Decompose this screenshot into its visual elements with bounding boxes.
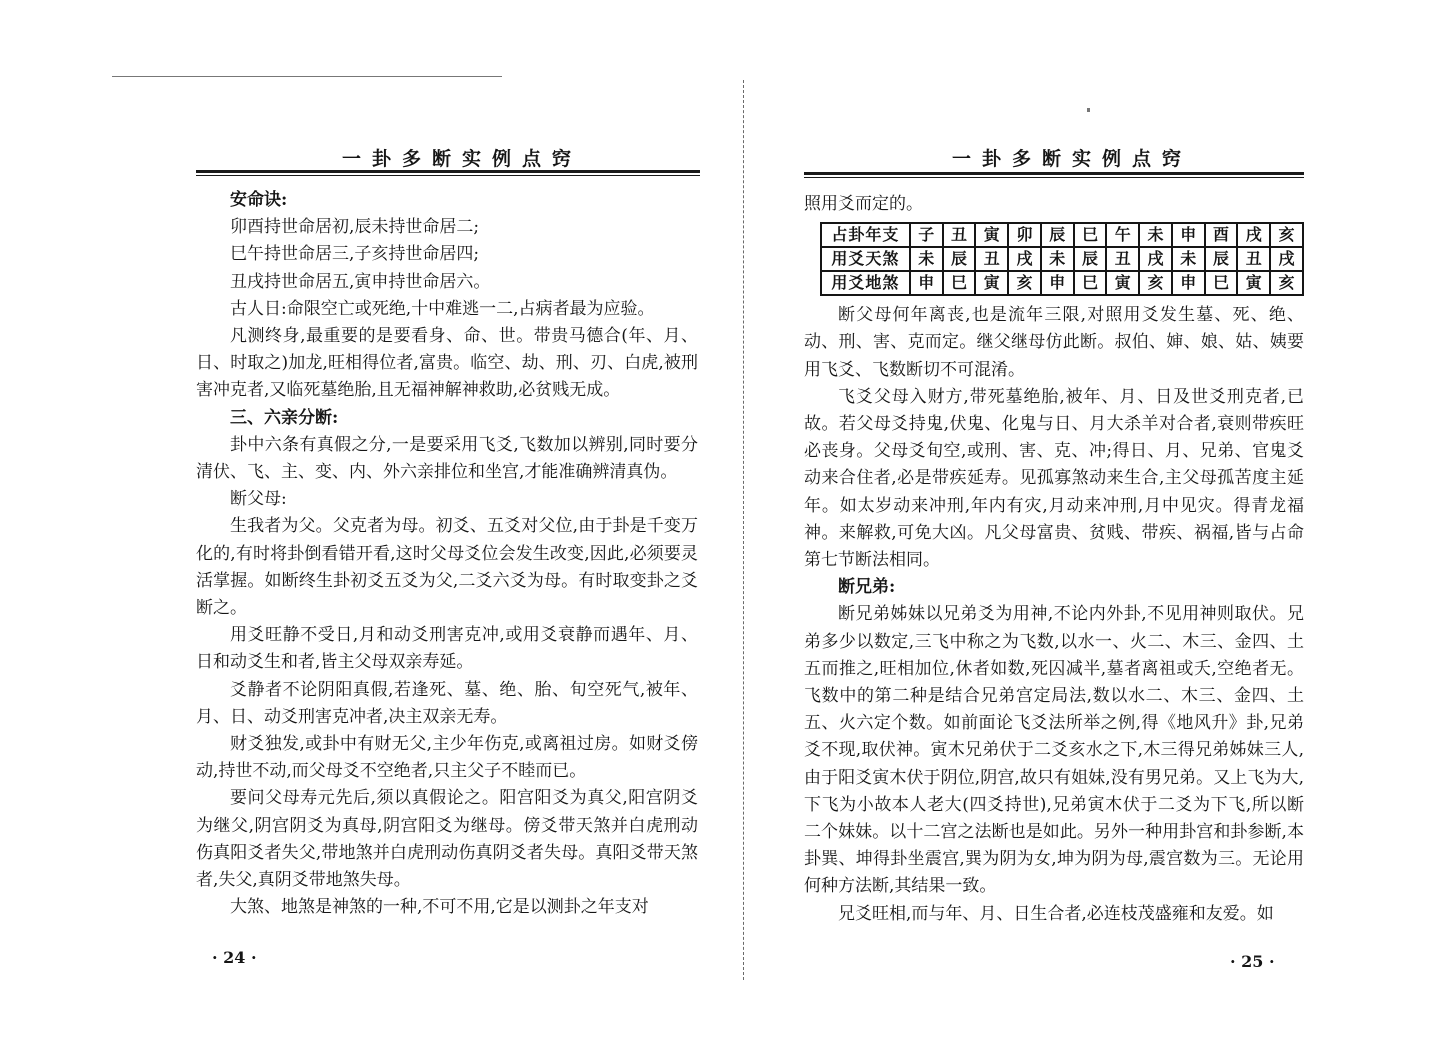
section-heading: 安命诀:: [230, 190, 288, 210]
paragraph: 大煞、地煞是神煞的一种,不可不用,它是以测卦之年支对: [230, 897, 649, 918]
section-heading: 三、六亲分断:: [230, 407, 339, 428]
verse-line: 巳午持世命居三,子亥持世命居四;: [230, 244, 480, 265]
table-cell: 酉: [1205, 223, 1238, 247]
paragraph: 卦中六条有真假之分,一是要采用飞爻,飞数加以辨别,同时要分清伏、飞、主、变、内、外六亲排位和坐宫,才能准确辨清真伪。: [196, 434, 698, 483]
running-head-left: 一卦多断实例点窍: [342, 148, 583, 170]
table-cell: 丑: [975, 247, 1008, 271]
paragraph: 爻静者不论阴阳真假,若逢死、墓、绝、胎、旬空死气,被年、月、日、动爻刑害克冲者,决主双亲无寿。: [196, 679, 698, 727]
paragraph: 断兄弟姊妹以兄弟爻为用神,不论内外卦,不见用神则取伏。兄弟多少以数定,三飞中称之为飞数,以水一、火二、木三、金四、土五而推之,旺相加位,休者如数,死囚减半,墓者离祖或夭,空绝者无。飞数中的第二种是结合兄弟宫定局法,数以水二、木三、金四、土五、火六定个数。如前面论飞爻法所举之例,得《地风升》卦,兄弟爻不现,取伏神。寅木兄弟伏于二爻亥水之下,木三得兄弟姊妹三人,由于阳爻寅木伏于阴位,阴宫,故只有姐妹,没有男兄弟。又上飞为大,下飞为小故本人老大(四爻持世),兄弟寅木伏于二爻为下飞,所以断二个妹妹。以十二宫之法断也是如此。另外一种用卦宫和卦参断,本卦巽、坤得卦坐震宫,巽为阴为女,坤为阴为母,震宫数为三。无论用何种方法断,其结果一致。: [804, 604, 1304, 897]
paragraph: 兄爻旺相,而与年、月、日生合者,必连枝茂盛雍和友爱。如: [838, 903, 1274, 924]
verse-line: 丑戌持世命居五,寅申持世命居六。: [230, 271, 491, 292]
scan-artifact-dot: [1087, 108, 1090, 112]
section-heading: 断兄弟:: [838, 577, 896, 598]
table-cell: 子: [910, 223, 943, 247]
row-label: 用爻天煞: [821, 247, 910, 271]
table-cell: 戌: [1139, 247, 1172, 271]
right-paragraphs: [804, 302, 1304, 928]
table-row: [821, 247, 1303, 271]
paragraph: 用爻旺静不受日,月和动爻刑害克冲,或用爻衰静而遇年、月、日和动爻生和者,皆主父母双亲寿延。: [196, 625, 698, 673]
page-number-right: · 25 ·: [1230, 952, 1275, 971]
right-page: [746, 0, 1450, 1038]
table-cell: 亥: [1008, 271, 1041, 295]
table-cell: 辰: [1041, 223, 1074, 247]
row-label: 占卦年支: [821, 223, 910, 247]
paragraph: 要问父母寿元先后,须以真假论之。阳宫阳爻为真父,阳宫阴爻为继父,阴宫阴爻为真母,阴宫阳爻为继母。傍爻带天煞并白虎刑动伤真阳爻者失父,带地煞并白虎刑动伤真阴爻者失母。真阳爻带天煞者,失父,真阴爻带地煞失母。: [196, 788, 698, 891]
scan-artifact-line: [112, 76, 502, 77]
right-body-text: [804, 191, 1304, 928]
table-cell: 亥: [1270, 271, 1303, 295]
table-cell: 丑: [943, 223, 976, 247]
table-cell: 戌: [1008, 247, 1041, 271]
paragraph: 凡测终身,最重要的是要看身、命、世。带贵马德合(年、月、日、时取之)加龙,旺相得位者,富贵。临空、劫、刑、刃、白虎,被刑害冲克者,又临死墓绝胎,且无福神解神救助,必贫贱无成。: [196, 326, 698, 401]
table-cell: 巳: [1074, 271, 1107, 295]
table-row: [821, 271, 1303, 295]
running-head-right: 一卦多断实例点窍: [952, 148, 1193, 170]
paragraph: 生我者为父。父克者为母。初爻、五爻对父位,由于卦是千变万化的,有时将卦倒看错开看,这时父母爻位会发生改变,因此,必须要灵活掌握。如断终生卦初爻五爻为父,二爻六爻为母。有时取变卦之爻断之。: [196, 516, 698, 619]
table-row: [821, 223, 1303, 247]
table-cell: 寅: [975, 223, 1008, 247]
paragraph: 断父母:: [230, 489, 287, 510]
header-rule-right: [804, 172, 1304, 175]
table-cell: 丑: [1106, 247, 1139, 271]
table-cell: 亥: [1139, 271, 1172, 295]
table-cell: 巳: [1074, 223, 1107, 247]
table-cell: 寅: [975, 271, 1008, 295]
header-rule-left: [196, 170, 700, 173]
left-body-text: [196, 187, 698, 921]
table-cell: 辰: [1205, 247, 1238, 271]
table-cell: 巳: [1205, 271, 1238, 295]
table-cell: 巳: [943, 271, 976, 295]
table-cell: 戌: [1237, 223, 1270, 247]
row-label: 用爻地煞: [821, 271, 910, 295]
table-cell: 未: [1172, 247, 1205, 271]
right-lead-line: 照用爻而定的。: [804, 194, 923, 214]
table-cell: 申: [1172, 223, 1205, 247]
table-cell: 未: [910, 247, 943, 271]
paragraph: 飞爻父母入财方,带死墓绝胎,被年、月、日及世爻刑克者,已故。若父母爻持鬼,伏鬼、化鬼与日、月大杀羊对合者,衰则带疾旺必丧身。父母爻旬空,或刑、害、克、冲;得日、月、兄弟、官鬼爻动来合住者,必是带疾延寿。见孤寡煞动来生合,主父母孤苦度主延年。如太岁动来冲刑,年内有灾,月动来冲刑,月中见灾。得青龙福神。来解救,可免大凶。凡父母富贵、贫贱、带疾、祸福,皆与占命第七节断法相同。: [804, 386, 1304, 571]
table-cell: 寅: [1237, 271, 1270, 295]
book-gutter: [743, 80, 745, 980]
table-cell: 戌: [1270, 247, 1303, 271]
paragraph: 古人日:命限空亡或死绝,十中难逃一二,占病者最为应验。: [230, 298, 655, 319]
table-cell: 申: [1172, 271, 1205, 295]
table-cell: 卯: [1008, 223, 1041, 247]
table-cell: 未: [1139, 223, 1172, 247]
paragraph: 断父母何年离丧,也是流年三限,对照用爻发生墓、死、绝、动、刑、害、克而定。继父继母仿此断。叔伯、婶、娘、姑、姨要用飞爻、飞数断切不可混淆。: [804, 305, 1304, 380]
table-cell: 未: [1041, 247, 1074, 271]
table-cell: 申: [910, 271, 943, 295]
table-cell: 丑: [1237, 247, 1270, 271]
paragraph: 财爻独发,或卦中有财无父,主少年伤克,或离祖过房。如财爻傍动,持世不动,而父母爻不空绝者,只主父子不睦而已。: [196, 734, 698, 782]
page-number-left: · 24 ·: [212, 948, 257, 967]
verse-line: 卯酉持世命居初,辰未持世命居二;: [230, 217, 480, 238]
table-cell: 辰: [1074, 247, 1107, 271]
table-cell: 寅: [1106, 271, 1139, 295]
table-cell: 申: [1041, 271, 1074, 295]
table-cell: 午: [1106, 223, 1139, 247]
shensha-table: [820, 222, 1304, 296]
table-cell: 亥: [1270, 223, 1303, 247]
table-cell: 辰: [943, 247, 976, 271]
